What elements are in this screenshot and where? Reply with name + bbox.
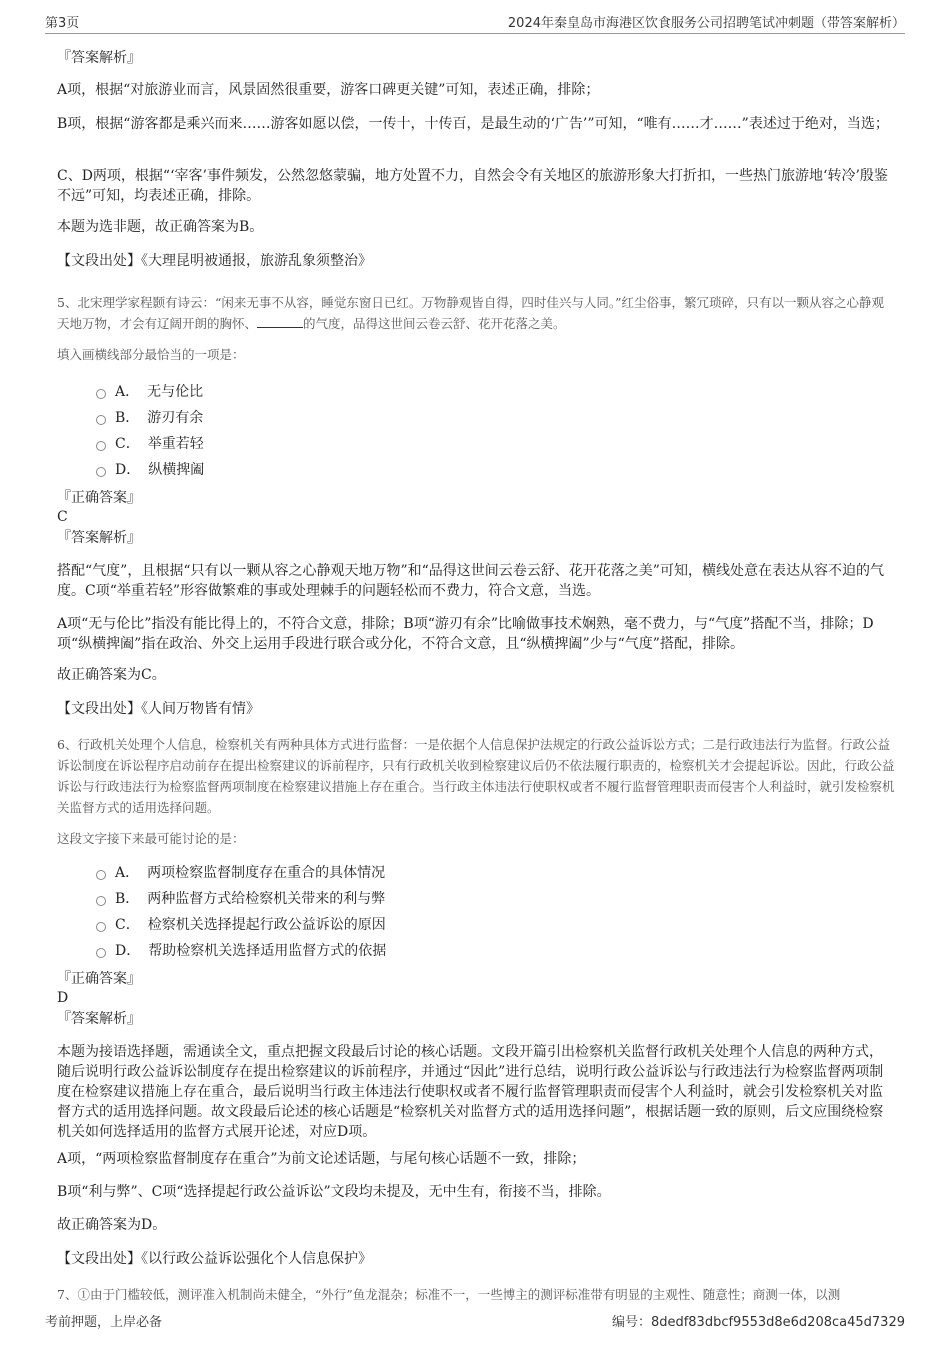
q5-analysis-1: 搭配“气度”，且根据“只有以一颗从容之心静观天地万物”和“品得这世间云卷云舒、花开花落之美”可知，横线处意在表达从容不迫的气度。C项“举重若轻”形容做繁难的事或处理棘手的问题轻松而不费力，符合文意，当选。 — [57, 563, 884, 599]
q4-analysis-cd: C、D两项，根据“‘宰客’事件频发，公然忽悠蒙骗，地方处置不力，自然会令有关地区的旅游形象大打折扣，一些热门旅游地‘转冷’殷鉴不远”可知，均表述正确，排除。 — [57, 168, 888, 204]
q6-option-c[interactable]: C． 检察机关选择提起行政公益诉讼的原因 — [96, 915, 386, 935]
q4-analysis-b: B项，根据“游客都是乘兴而来……游客如愿以偿，一传十，十传百，是最生动的‘广告’”可知，“唯有……才……”表述过于绝对，当选； — [57, 116, 889, 132]
footer-slogan: 考前押题，上岸必备 — [45, 1315, 163, 1330]
page-header — [45, 12, 905, 34]
q5-source: 【文段出处】《人间万物皆有情》 — [57, 701, 260, 717]
q6-option-b[interactable]: B． 两种监督方式给检察机关带来的利与弊 — [96, 889, 385, 909]
q7-question-text: 7、①由于门槛较低，测评准入机制尚未健全，“外行”鱼龙混杂；标准不一，一些博主的测评标准带有明显的主观性、随意性；商测一体，以测 — [57, 1287, 841, 1302]
fill-blank — [257, 314, 303, 328]
radio-icon[interactable] — [96, 896, 106, 906]
q5-analysis-2: A项“无与伦比”指没有能比得上的，不符合文意，排除；B项“游刃有余”比喻做事技术娴熟，毫不费力，与“气度”搭配不当，排除；D项“纵横捭阖”指在政治、外交上运用手段进行联合或分化，不符合文意，且“纵横捭阖”少与“气度”搭配，排除。 — [57, 616, 874, 652]
document-title: 2024年秦皇岛市海港区饮食服务公司招聘笔试冲刺题（带答案解析） — [507, 16, 905, 31]
radio-icon[interactable] — [96, 389, 106, 399]
q5-prompt: 填入画横线部分最恰当的一项是： — [57, 347, 245, 362]
q6-source: 【文段出处】《以行政公益诉讼强化个人信息保护》 — [57, 1251, 372, 1267]
q4-source: 【文段出处】《大理昆明被通报，旅游乱象须整治》 — [57, 253, 372, 269]
q5-option-d[interactable]: D． 纵横捭阖 — [96, 460, 204, 480]
q6-option-a[interactable]: A． 两项检察监督制度存在重合的具体情况 — [96, 863, 385, 883]
q6-prompt: 这段文字接下来最可能讨论的是： — [57, 831, 245, 846]
radio-icon[interactable] — [96, 948, 106, 958]
radio-icon[interactable] — [96, 467, 106, 477]
q5-option-b[interactable]: B． 游刃有余 — [96, 408, 203, 428]
document-id: 编号：8dedf83dbcf9553d8e6d208ca45d7329 — [611, 1315, 905, 1330]
q6-question-text: 6、行政机关处理个人信息，检察机关有两种具体方式进行监督：一是依据个人信息保护法规定的行政公益诉讼方式；二是行政违法行为监督。行政公益诉讼制度在诉讼程序启动前存在提出检察建议的诉前程序，只有行政机关收到检察建议后仍不依法履行职责的，检察机关才会提起诉讼。因此，行政公益诉讼与行政违法行为检察监督两项制度在检察建议措施上存在重合。当行政主体违法行使职权或者不履行监督管理职责而侵害个人利益时，就引发检察机关监督方式的适用选择问题。 — [57, 737, 895, 815]
q5-answer-label: 『正确答案』 — [57, 490, 141, 506]
q6-analysis-2: A项，“两项检察监督制度存在重合”为前文论述话题，与尾句核心话题不一致，排除； — [57, 1151, 586, 1167]
q4-conclusion: 本题为选非题，故正确答案为B。 — [57, 219, 264, 235]
q5-option-c[interactable]: C． 举重若轻 — [96, 434, 204, 454]
page-number: 第3页 — [45, 16, 80, 31]
radio-icon[interactable] — [96, 441, 106, 451]
q6-answer-label: 『正确答案』 — [57, 971, 141, 987]
q5-analysis-label: 『答案解析』 — [57, 530, 141, 546]
q5-answer: C — [57, 509, 68, 525]
radio-icon[interactable] — [96, 922, 106, 932]
q5-option-a[interactable]: A． 无与伦比 — [96, 382, 203, 402]
q6-option-d[interactable]: D． 帮助检察机关选择适用监督方式的依据 — [96, 941, 386, 961]
q4-analysis-label: 『答案解析』 — [57, 50, 141, 66]
q5-conclusion: 故正确答案为C。 — [57, 667, 166, 683]
radio-icon[interactable] — [96, 415, 106, 425]
q5-question-text: 5、北宋理学家程颢有诗云：“闲来无事不从容，睡觉东窗日已红。万物静观皆自得，四时佳兴与人同。”红尘俗事，繁冗琐碎，只有以一颗从容之心静观天地万物，才会有辽阔开朗的胸怀、 的气度，品得这世间云卷云舒、花开花落之美。 — [57, 295, 884, 331]
q6-analysis-label: 『答案解析』 — [57, 1011, 141, 1027]
q6-conclusion: 故正确答案为D。 — [57, 1217, 167, 1233]
q4-analysis-a: A项，根据“对旅游业而言，风景固然很重要，游客口碑更关键”可知，表述正确，排除； — [57, 82, 600, 98]
q6-analysis-1: 本题为接语选择题，需通读全文，重点把握文段最后讨论的核心话题。文段开篇引出检察机关监督行政机关处理个人信息的两种方式，随后说明行政公益诉讼制度存在提出检察建议的诉前程序，并通过“因此”进行总结，说明行政公益诉讼与行政违法行为检察监督两项制度在检察建议措施上存在重合，最后说明当行政主体违法行使职权或者不履行监督管理职责而侵害个人利益时，就会引发检察机关对监督方式的适用选择问题。故文段最后论述的核心话题是“检察机关对监督方式的适用选择问题”，根据话题一致的原则，后文应围绕检察机关如何选择适用的监督方式展开论述，对应D项。 — [57, 1044, 884, 1140]
radio-icon[interactable] — [96, 870, 106, 880]
q6-answer: D — [57, 990, 69, 1006]
q6-analysis-3: B项“利与弊”、C项“选择提起行政公益诉讼”文段均未提及，无中生有，衔接不当，排除。 — [57, 1184, 611, 1200]
